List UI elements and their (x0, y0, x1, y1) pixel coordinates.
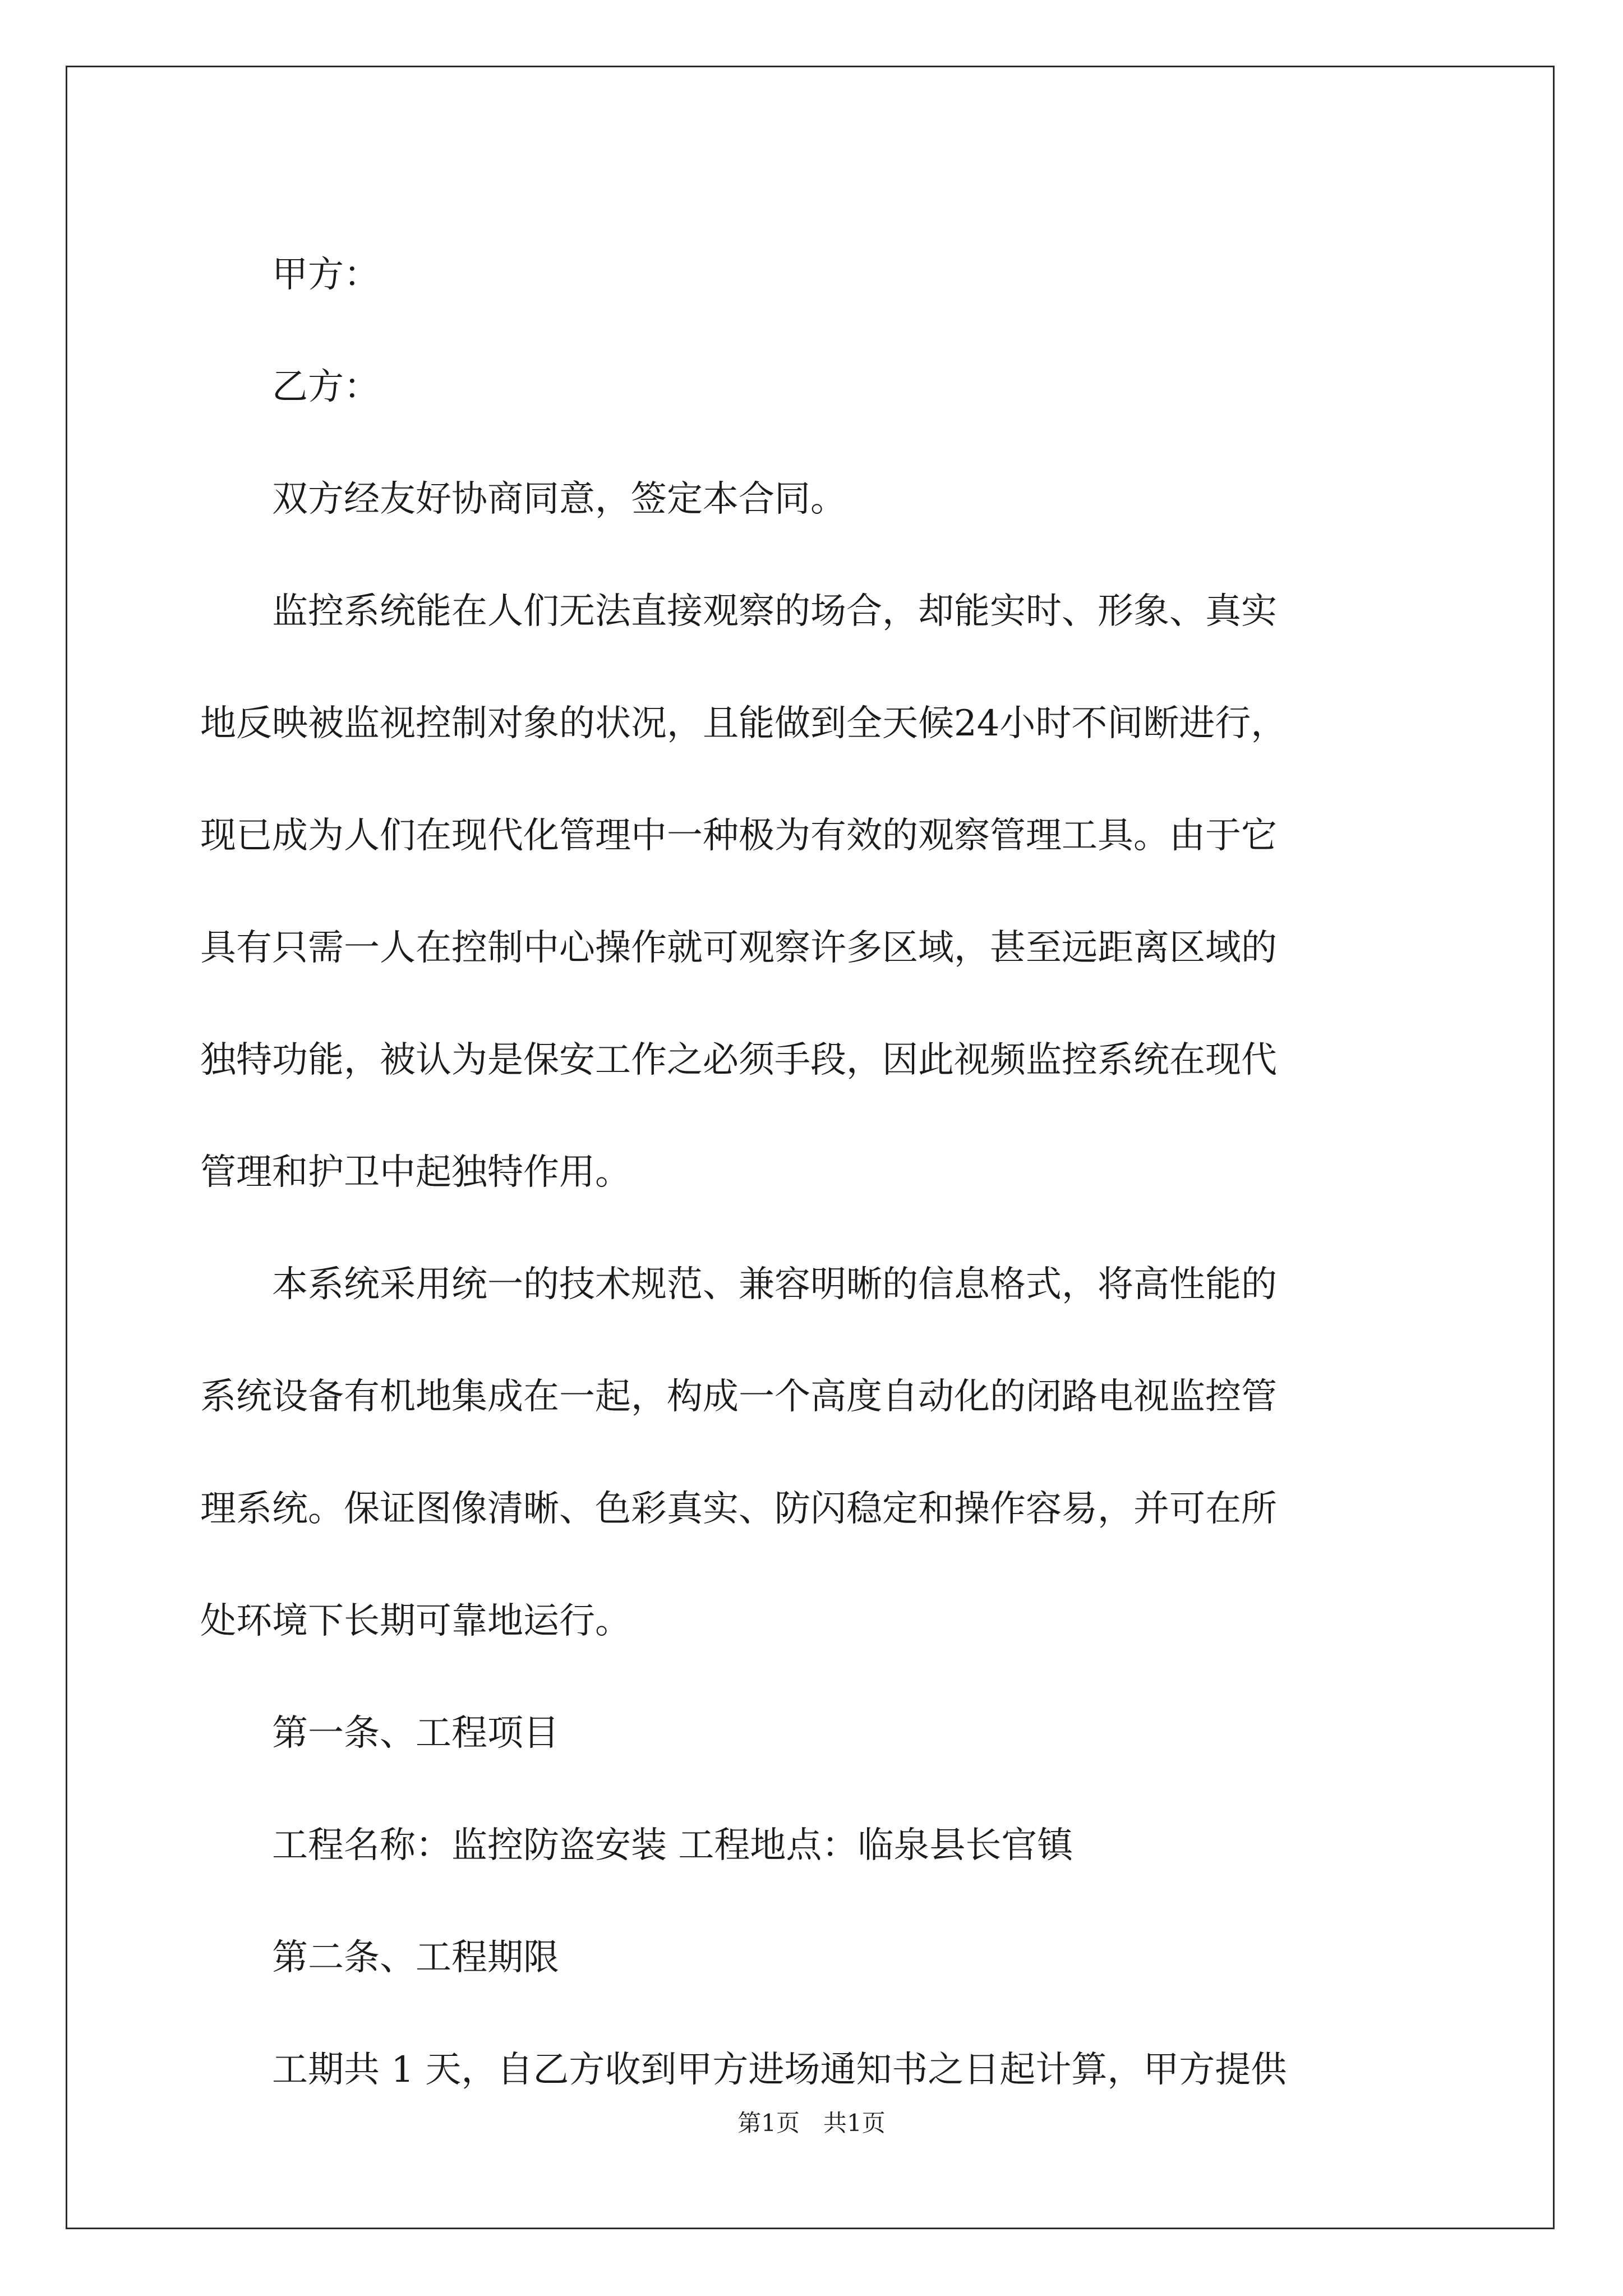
paragraph-line: 具有只需一人在控制中心操作就可观察许多区域，甚至远距离区域的 (200, 927, 1277, 969)
paragraph-line: 独特功能，被认为是保安工作之必须手段，因此视频监控系统在现代 (200, 1039, 1277, 1081)
paragraph-line: 理系统。保证图像清晰、色彩真实、防闪稳定和操作容易，并可在所 (200, 1488, 1277, 1530)
paragraph-line: 管理和护卫中起独特作用。 (200, 1152, 631, 1193)
paragraph-line: 监控系统能在人们无法直接观察的场合，却能实时、形象、真实 (200, 591, 1277, 632)
party-b-line: 乙方： (200, 366, 380, 408)
document-body (200, 219, 1423, 2126)
page-footer: 第1页 共1页 (737, 2109, 886, 2137)
agreement-intro: 双方经友好协商同意，签定本合同。 (200, 478, 846, 520)
paragraph-line: 工期共 1 天，自乙方收到甲方进场通知书之日起计算，甲方提供 (200, 2049, 1287, 2091)
article-2-heading: 第二条、工程期限 (200, 1937, 559, 1978)
project-info-line: 工程名称：监控防盗安装 工程地点：临泉县长官镇 (200, 1825, 1073, 1866)
paragraph-line: 系统设备有机地集成在一起，构成一个高度自动化的闭路电视监控管 (200, 1376, 1277, 1418)
article-1-heading: 第一条、工程项目 (200, 1713, 559, 1754)
paragraph-line: 地反映被监视控制对象的状况，且能做到全天候24小时不间断进行， (200, 703, 1287, 744)
paragraph-line: 本系统采用统一的技术规范、兼容明晰的信息格式，将高性能的 (200, 1264, 1277, 1305)
paragraph-line: 现已成为人们在现代化管理中一种极为有效的观察管理工具。由于它 (200, 815, 1277, 857)
paragraph-line: 处环境下长期可靠地运行。 (200, 1600, 631, 1642)
party-a-line: 甲方： (200, 254, 380, 296)
